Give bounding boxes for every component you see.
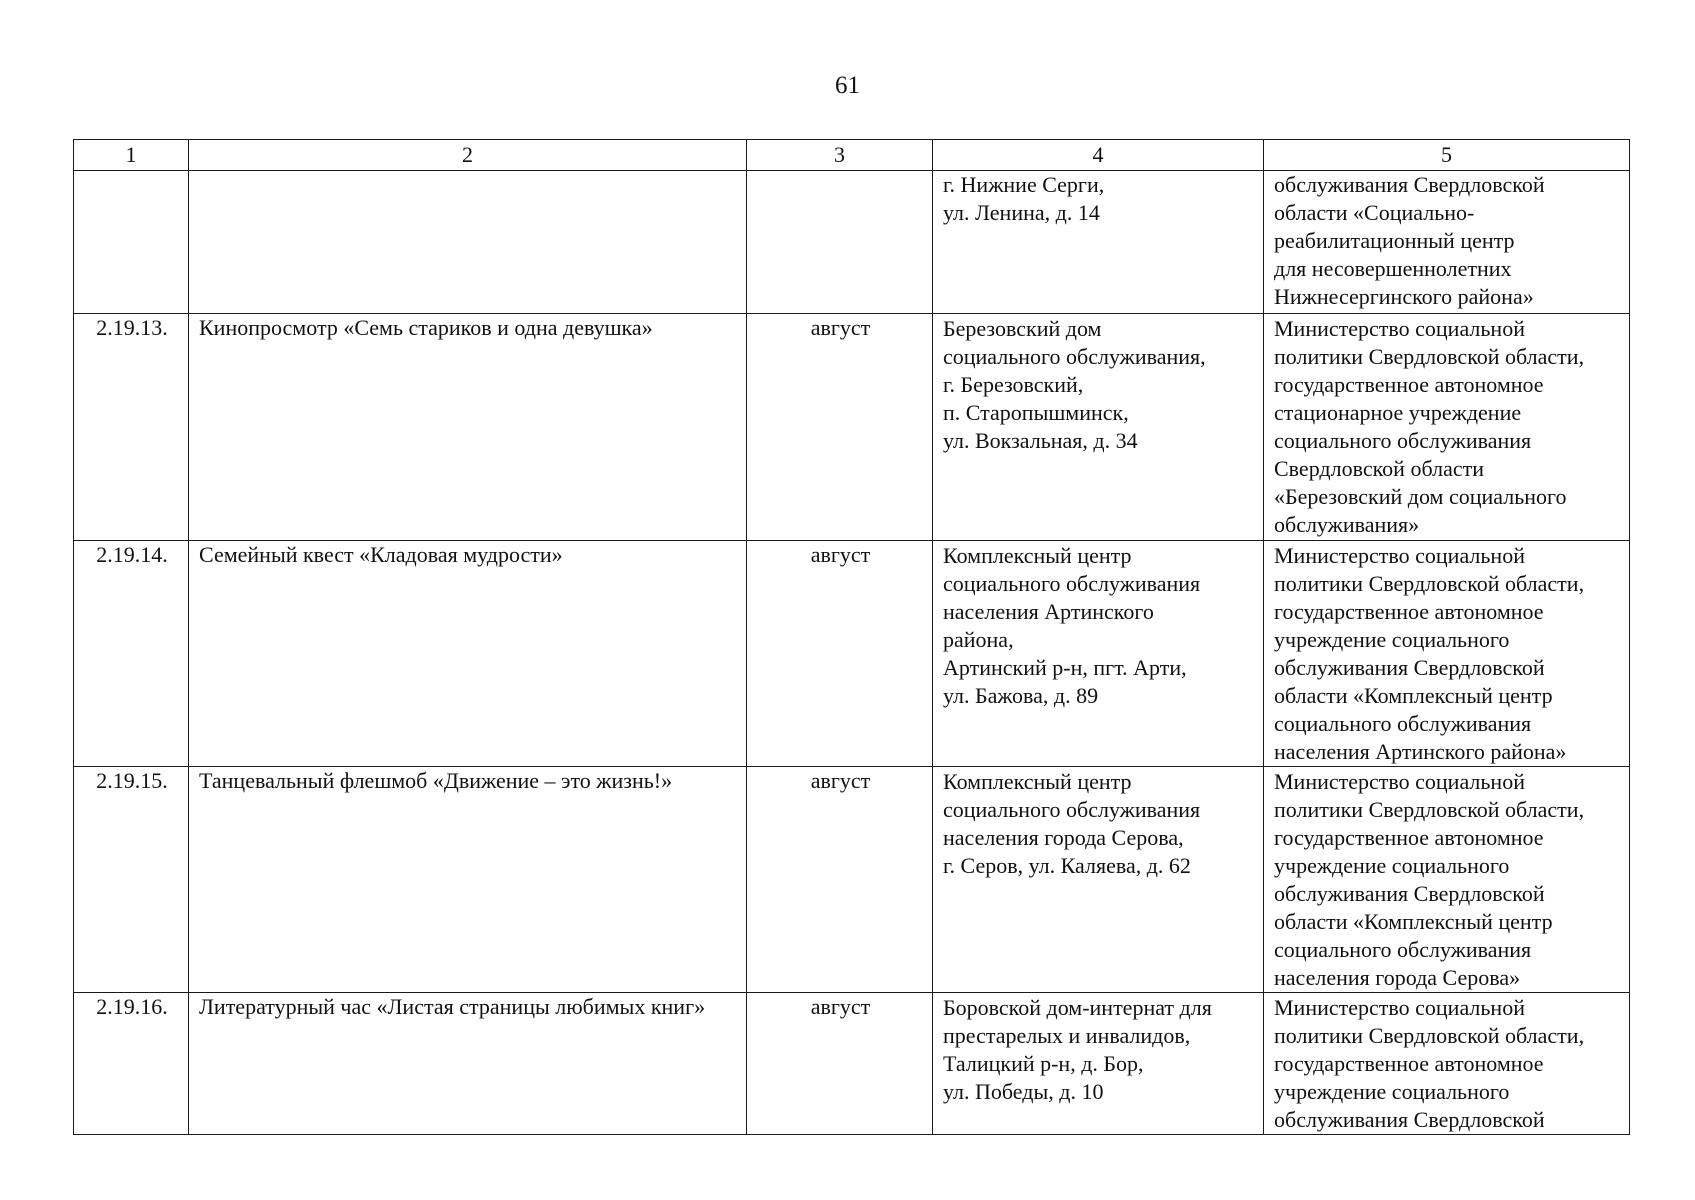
cell-organizer: Министерство социальной политики Свердловской области, государственное автономное стационарное учреждение социального обслуживания Свердловской области «Березовский дом социального обслуживания» xyxy=(1264,314,1630,541)
table-row xyxy=(74,993,1630,1135)
cell-place: Комплексный центр социального обслуживания населения Артинского района, Артинский р-н, пгт. Арти, ул. Бажова, д. 89 xyxy=(933,541,1264,767)
cell-event: Семейный квест «Кладовая мудрости» xyxy=(189,541,747,767)
cell-date: август xyxy=(747,314,933,541)
cell-date: август xyxy=(747,541,933,767)
column-header-5: 5 xyxy=(1264,140,1630,171)
cell-place: Комплексный центр социального обслуживания населения города Серова, г. Серов, ул. Каляева, д. 62 xyxy=(933,767,1264,993)
page-number: 61 xyxy=(835,72,860,99)
cell-organizer: Министерство социальной политики Свердловской области, государственное автономное учреждение социального обслуживания Свердловской области «Комплексный центр социального обслуживания населения города Серова» xyxy=(1264,767,1630,993)
table-row xyxy=(74,314,1630,541)
cell-organizer: Министерство социальной политики Свердловской области, государственное автономное учреждение социального обслуживания Свердловской области «Комплексный центр социального обслуживания населения Артинского района» xyxy=(1264,541,1630,767)
cell-date: август xyxy=(747,767,933,993)
column-header-4: 4 xyxy=(933,140,1264,171)
cell-number: 2.19.15. xyxy=(74,767,189,993)
cell-place: г. Нижние Серги, ул. Ленина, д. 14 xyxy=(933,171,1264,314)
column-header-1: 1 xyxy=(74,140,189,171)
cell-event: Кинопросмотр «Семь стариков и одна девушка» xyxy=(189,314,747,541)
table-header-row xyxy=(74,140,1630,171)
cell-number xyxy=(74,171,189,314)
cell-number: 2.19.13. xyxy=(74,314,189,541)
table-row xyxy=(74,541,1630,767)
cell-number: 2.19.14. xyxy=(74,541,189,767)
cell-event: Литературный час «Листая страницы любимых книг» xyxy=(189,993,747,1135)
table-row-continuation xyxy=(74,171,1630,314)
cell-date: август xyxy=(747,993,933,1135)
table-row xyxy=(74,767,1630,993)
cell-event: Танцевальный флешмоб «Движение – это жизнь!» xyxy=(189,767,747,993)
column-header-2: 2 xyxy=(189,140,747,171)
cell-place: Боровской дом-интернат для престарелых и инвалидов, Талицкий р-н, д. Бор, ул. Победы, д. 10 xyxy=(933,993,1264,1135)
cell-organizer: Министерство социальной политики Свердловской области, государственное автономное учреждение социального обслуживания Свердловской xyxy=(1264,993,1630,1135)
cell-place: Березовский дом социального обслуживания, г. Березовский, п. Старопышминск, ул. Вокзальная, д. 34 xyxy=(933,314,1264,541)
events-table xyxy=(73,139,1630,1135)
cell-organizer: обслуживания Свердловской области «Социально- реабилитационный центр для несовершеннолетних Нижнесергинского района» xyxy=(1264,171,1630,314)
cell-event xyxy=(189,171,747,314)
cell-number: 2.19.16. xyxy=(74,993,189,1135)
column-header-3: 3 xyxy=(747,140,933,171)
cell-date xyxy=(747,171,933,314)
